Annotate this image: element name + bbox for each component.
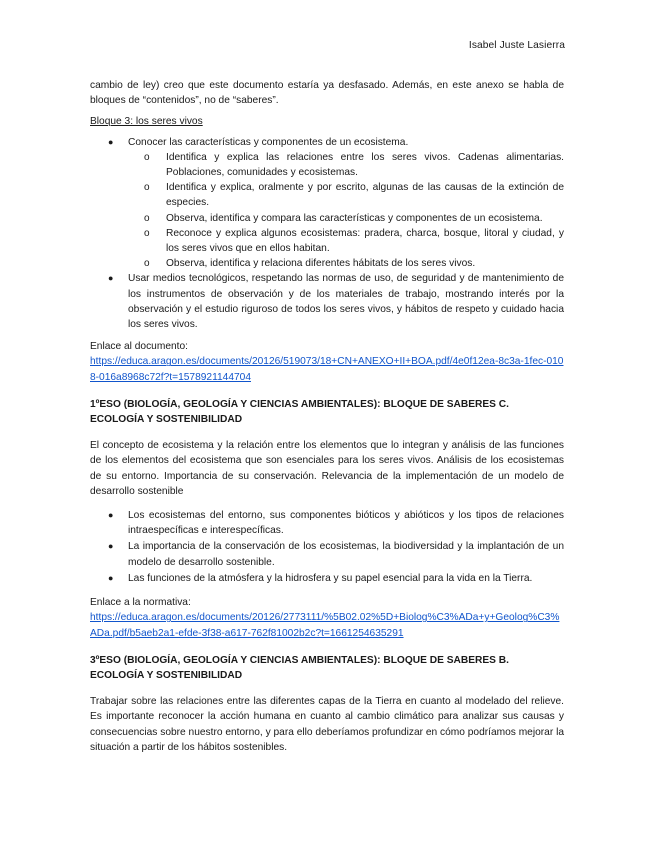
eso1-bullet	[90, 571, 564, 586]
eso1-link-label: Enlace a la normativa:	[90, 597, 191, 609]
bloque3-bullet-1	[90, 135, 564, 272]
eso1-bullet-text: Las funciones de la atmósfera y la hidrosfera y su papel esencial para la vida en la Tierra.	[128, 572, 533, 584]
eso3-paragraph: Trabajar sobre las relaciones entre las diferentes capas de la Tierra en cuanto al modelado del relieve. Es importante reconocer la acción humana en cuanto al cambio climático para analizar sus causas y consecuencias sobre nuestro entorno, y para ello deberíamos profundizar en cómo podríamos mejorar la situación a partir de los hábitos sostenibles.	[90, 696, 564, 753]
bloque3-document-link[interactable]: https://educa.aragon.es/documents/20126/519073/18+CN+ANEXO+II+BOA.pdf/4e0f12ea-8c3a-1fec-0108-016a8968c72f?t=1578921144704	[90, 356, 564, 383]
sub-list-item	[128, 256, 564, 271]
eso1-bullet	[90, 539, 564, 569]
sub-item-text: Observa, identifica y relaciona diferentes hábitats de los seres vivos.	[166, 258, 476, 270]
eso3-section-title: 3ºESO (BIOLOGÍA, GEOLOGÍA Y CIENCIAS AMBIENTALES): BLOQUE DE SABERES B. ECOLOGÍA Y SOSTENIBILIDAD	[90, 654, 509, 681]
bullet-icon: ●	[108, 273, 114, 284]
bullet-icon: ●	[108, 136, 114, 147]
circle-bullet-icon: o	[144, 212, 150, 224]
bullet-icon: ●	[108, 541, 114, 552]
bloque3-bullet-2	[90, 271, 564, 332]
bloque3-link-label: Enlace al documento:	[90, 341, 188, 353]
circle-bullet-icon: o	[144, 182, 150, 194]
sub-item-text: Identifica y explica las relaciones entre los seres vivos. Cadenas alimentarias. Poblaciones, comunidades y ecosistemas.	[166, 151, 564, 179]
sub-list-item	[128, 211, 564, 226]
eso1-section-title: 1ºESO (BIOLOGÍA, GEOLOGÍA Y CIENCIAS AMBIENTALES): BLOQUE DE SABERES C. ECOLOGÍA Y SOSTENIBILIDAD	[90, 398, 509, 426]
eso1-bullet	[90, 508, 564, 538]
eso1-normativa-link[interactable]: https://educa.aragon.es/documents/20126/2773111/%5B02.02%5D+Biolog%C3%ADa+y+Geolog%C3%ADa.pdf/b5aeb2a1-efde-3f38-a617-762f81002b2c?t=1661254635291	[90, 612, 560, 639]
circle-bullet-icon: o	[144, 227, 150, 239]
bloque3-bullet-list	[90, 135, 564, 333]
sub-list-item	[128, 150, 564, 180]
circle-bullet-icon: o	[144, 151, 150, 163]
page-content	[90, 78, 564, 755]
eso1-bullet-text: La importancia de la conservación de los ecosistemas, la biodiversidad y la implantación de un modelo de desarrollo sostenible.	[128, 541, 564, 568]
bloque3-bullet-2-text: Usar medios tecnológicos, respetando las normas de uso, de seguridad y de mantenimiento de los instrumentos de observación y de los materiales de trabajo, mostrando interés por la observación y el estudio riguroso de todos los seres vivos, y hábitos de respeto y cuidado hacia los seres vivos.	[128, 273, 564, 331]
bloque3-sub-list	[128, 150, 564, 272]
sub-item-text: Observa, identifica y compara las características y componentes de un ecosistema.	[166, 212, 543, 224]
eso1-bullet-text: Los ecosistemas del entorno, sus componentes bióticos y abióticos y los tipos de relaciones intraespecíficas e interespecíficas.	[128, 510, 564, 537]
sub-item-text: Reconoce y explica algunos ecosistemas: pradera, charca, bosque, litoral y ciudad, y los seres vivos que en ellos habitan.	[166, 227, 564, 255]
bloque3-bullet-1-text: Conocer las características y componentes de un ecosistema.	[128, 136, 409, 148]
intro-paragraph: cambio de ley) creo que este documento estaría ya desfasado. Además, en este anexo se habla de bloques de “contenidos”, no de “saberes”.	[90, 80, 564, 107]
sub-list-item	[128, 226, 564, 256]
sub-list-item	[128, 180, 564, 210]
eso1-bullet-list	[90, 508, 564, 586]
header-author: Isabel Juste Lasierra	[468, 40, 565, 51]
eso1-paragraph: El concepto de ecosistema y la relación entre los elementos que lo integran y análisis de las funciones de los elementos del ecosistema que son esenciales para los seres vivos. Análisis de los ecosistemas de su entorno. Importancia de su conservación. Relevancia de la implementación de un modelo de desarrollo sostenible	[90, 440, 564, 497]
bloque3-title: Bloque 3: los seres vivos	[90, 116, 203, 128]
sub-item-text: Identifica y explica, oralmente y por escrito, algunas de las causas de la extinción de especies.	[166, 182, 564, 209]
circle-bullet-icon: o	[144, 258, 150, 270]
bullet-icon: ●	[108, 510, 114, 521]
bullet-icon: ●	[108, 572, 114, 583]
